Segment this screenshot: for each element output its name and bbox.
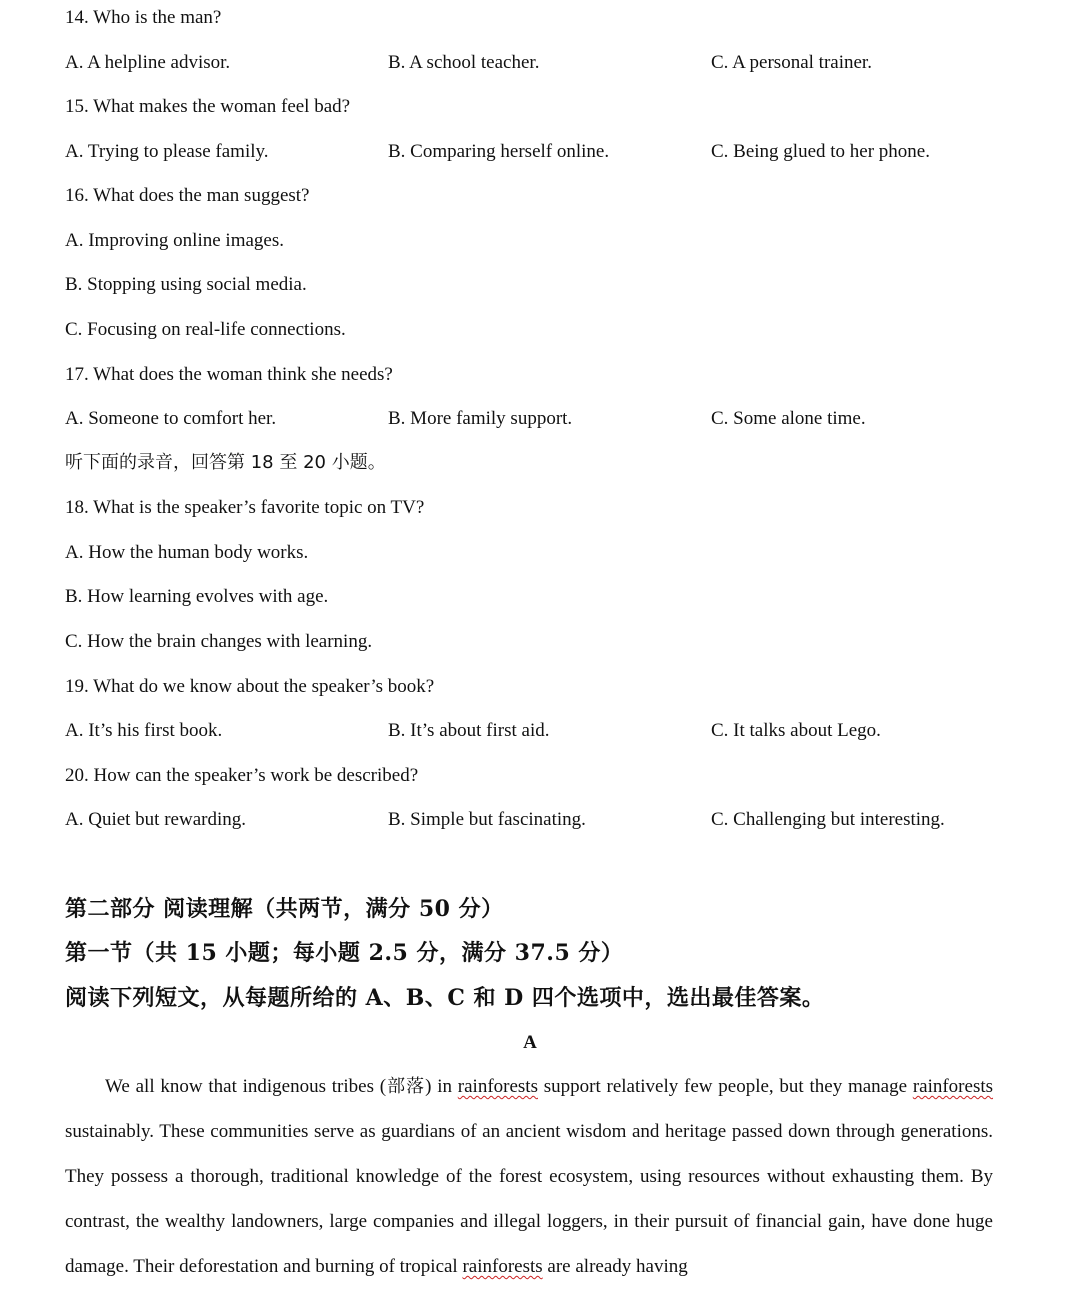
question-14: 14. Who is the man? [65, 7, 222, 28]
option-20-b: B. Simple but fascinating. [388, 809, 586, 830]
passage-text-4: sustainably. These communities serve as guardians of an ancient wisdom and heritage passed down through generations. They possess a thorough, traditional knowledge of the forest ecosystem, using resources without exhausting them. By contrast, the wealthy landowners, large companies and illegal loggers, in their pursuit of financial gain, have done huge damage. Their deforestation and burning of tropical [65, 1121, 993, 1277]
option-17-b: B. More family support. [388, 408, 573, 429]
passage-text-5: are already having [542, 1256, 688, 1277]
question-18: 18. What is the speaker’s favorite topic on TV? [65, 497, 425, 518]
question-19: 19. What do we know about the speaker’s book? [65, 676, 435, 697]
option-20-c: C. Challenging but interesting. [711, 809, 945, 830]
option-15-c: C. Being glued to her phone. [711, 141, 930, 162]
spellcheck-word-1: rainforests [457, 1076, 538, 1097]
option-19-b: B. It’s about first aid. [388, 720, 550, 741]
option-18-c: C. How the brain changes with learning. [65, 631, 373, 652]
option-16-b: B. Stopping using social media. [65, 274, 307, 295]
option-17-c: C. Some alone time. [711, 408, 866, 429]
option-14-c: C. A personal trainer. [711, 52, 872, 73]
option-18-a: A. How the human body works. [65, 542, 309, 563]
option-15-a: A. Trying to please family. [65, 141, 269, 162]
passage-text-3: support relatively few people, but they manage [537, 1076, 913, 1097]
listening-instruction: 听下面的录音，回答第 18 至 20 小题。 [65, 452, 386, 473]
option-19-a: A. It’s his first book. [65, 720, 223, 741]
option-19-c: C. It talks about Lego. [711, 720, 881, 741]
option-20-a: A. Quiet but rewarding. [65, 809, 246, 830]
option-16-c: C. Focusing on real-life connections. [65, 319, 346, 340]
spellcheck-word-2: rainforests [912, 1076, 994, 1097]
section-title: 第一节（共 15 小题；每小题 2.5 分，满分 37.5 分） [65, 940, 624, 966]
question-15: 15. What makes the woman feel bad? [65, 96, 351, 117]
passage-text-1: We all know that indigenous tribes ( [105, 1076, 387, 1097]
option-16-a: A. Improving online images. [65, 230, 284, 251]
option-18-b: B. How learning evolves with age. [65, 586, 329, 607]
passage-label: A [523, 1032, 537, 1053]
option-14-a: A. A helpline advisor. [65, 52, 231, 73]
passage-a [65, 1064, 993, 1289]
option-15-b: B. Comparing herself online. [388, 141, 610, 162]
question-17: 17. What does the woman think she needs? [65, 364, 393, 385]
option-14-b: B. A school teacher. [388, 52, 540, 73]
question-16: 16. What does the man suggest? [65, 185, 310, 206]
part-title: 第二部分 阅读理解（共两节，满分 50 分） [65, 896, 504, 922]
question-20: 20. How can the speaker’s work be described? [65, 765, 419, 786]
reading-instruction: 阅读下列短文，从每题所给的 A、B、C 和 D 四个选项中，选出最佳答案。 [65, 985, 825, 1011]
passage-gloss: 部落 [386, 1076, 426, 1097]
spellcheck-word-3: rainforests [462, 1256, 543, 1277]
passage-text-2: ) in [425, 1076, 458, 1097]
option-17-a: A. Someone to comfort her. [65, 408, 277, 429]
